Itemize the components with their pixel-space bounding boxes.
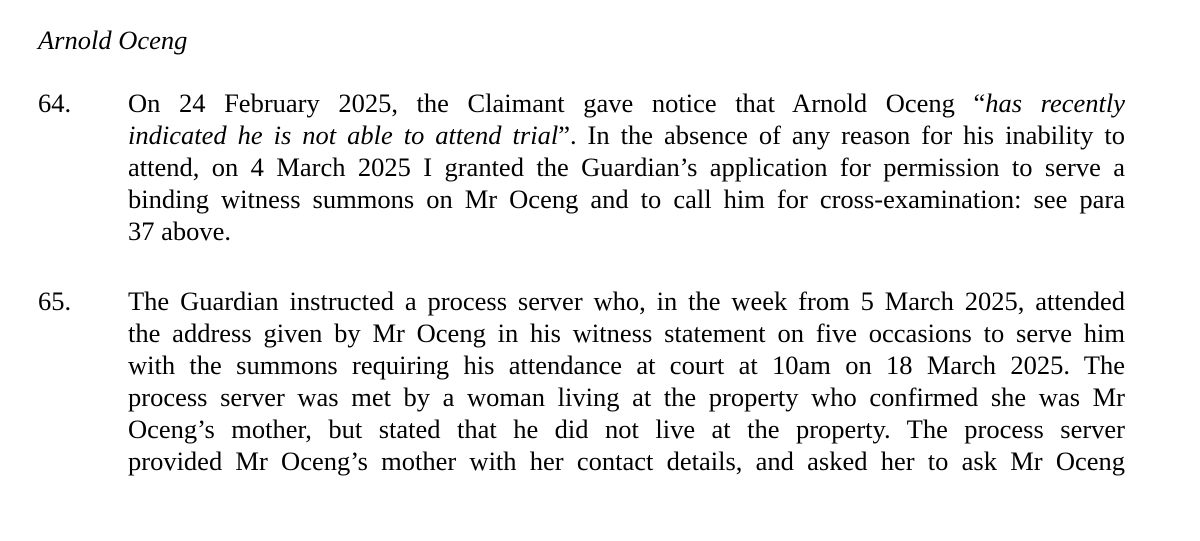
line-text: ”. In the absence of any reason for his inability to [558,120,1125,150]
paragraph-line: 37 above. [128,216,232,246]
paragraph-line: attend, on 4 March 2025 I granted the Guardian’s application for permission to serve a [128,152,1125,182]
paragraph-line: process server was met by a woman living at the property who confirmed she was Mr [128,382,1125,412]
quoted-italic-text: indicated he is not able to attend trial [128,120,559,150]
paragraph-line: provided Mr Oceng’s mother with her contact details, and asked her to ask Mr Oceng [128,446,1125,476]
paragraph-64 [128,87,1125,247]
paragraph-line [128,119,1125,151]
section-heading: Arnold Oceng [38,25,188,55]
paragraph-line: The Guardian instructed a process server who, in the week from 5 March 2025, attended [128,286,1125,316]
paragraph-65 [128,285,1125,477]
paragraph-line [128,87,1125,119]
paragraph-line: the address given by Mr Oceng in his witness statement on five occasions to serve him [128,318,1125,348]
paragraph-line: with the summons requiring his attendance at court at 10am on 18 March 2025. The [128,350,1125,380]
paragraph-line: binding witness summons on Mr Oceng and to call him for cross-examination: see para [128,184,1125,214]
paragraph-line: Oceng’s mother, but stated that he did not live at the property. The process server [128,414,1125,444]
paragraph-number: 64. [38,88,72,118]
quoted-italic-text: has recently [985,88,1125,118]
line-text: On 24 February 2025, the Claimant gave notice that Arnold Oceng “ [128,88,986,118]
paragraph-number: 65. [38,286,72,316]
